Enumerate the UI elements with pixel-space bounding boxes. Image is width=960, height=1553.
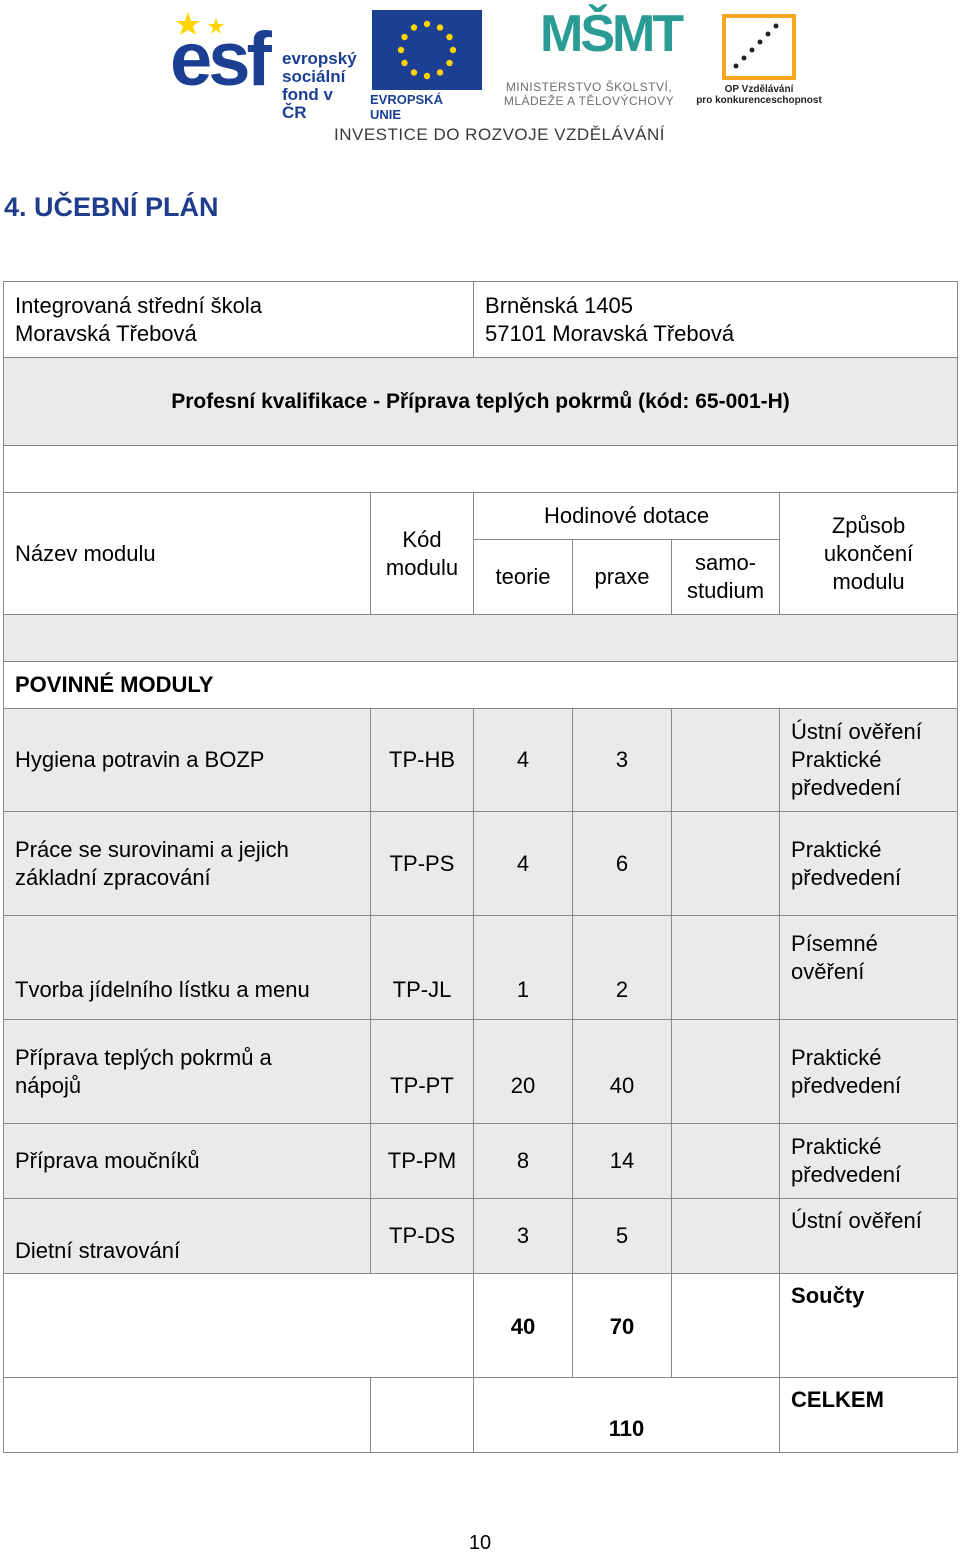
module-completion: Praktické předvedení — [780, 812, 958, 916]
module-name: Příprava moučníků — [4, 1124, 371, 1199]
eu-star-icon — [401, 34, 407, 40]
qualification-title: Profesní kvalifikace - Příprava teplých pokrmů (kód: 65-001-H) — [4, 358, 958, 446]
module-completion: Ústní ověření — [780, 1199, 958, 1274]
op-caption: OP Vzdělávání pro konkurenceschopnost — [696, 84, 822, 106]
header-module-name: Název modulu — [4, 493, 371, 615]
eu-star-icon — [446, 34, 452, 40]
eu-star-icon — [401, 60, 407, 66]
module-name: Práce se surovinami a jejich základní zpracování — [4, 812, 371, 916]
total-row — [4, 1378, 958, 1453]
header-completion: Způsob ukončení modulu — [780, 493, 958, 615]
module-theory: 4 — [474, 812, 573, 916]
esf-caption: evropský sociální fond v ČR — [282, 49, 357, 122]
module-code: TP-PT — [371, 1020, 474, 1124]
header-hours: Hodinové dotace — [474, 493, 780, 540]
module-name: Hygiena potravin a BOZP — [4, 709, 371, 812]
module-practice: 3 — [573, 709, 672, 812]
header-row — [4, 493, 958, 540]
module-code: TP-HB — [371, 709, 474, 812]
sums-row — [4, 1274, 958, 1378]
module-self-study — [672, 1020, 780, 1124]
header-practice: praxe — [573, 540, 672, 615]
module-practice: 2 — [573, 916, 672, 1020]
section-title: POVINNÉ MODULY — [4, 662, 958, 709]
module-code: TP-JL — [371, 916, 474, 1020]
total-value: 110 — [474, 1378, 780, 1453]
module-self-study — [672, 1124, 780, 1199]
eu-flag-icon — [372, 10, 482, 90]
module-self-study — [672, 1199, 780, 1274]
module-code: TP-DS — [371, 1199, 474, 1274]
school-address-line: 57101 Moravská Třebová — [485, 320, 735, 346]
eu-star-icon — [424, 21, 430, 27]
msmt-caption: MINISTERSTVO ŠKOLSTVÍ, MLÁDEŽE A TĚLOVÝCHOVY — [503, 80, 675, 108]
table-row — [4, 916, 958, 1020]
esf-mark: esf — [170, 17, 268, 102]
module-practice: 14 — [573, 1124, 672, 1199]
eu-star-icon — [437, 24, 443, 30]
module-theory: 20 — [474, 1020, 573, 1124]
module-name: Tvorba jídelního lístku a menu — [4, 916, 371, 1020]
eu-star-icon — [411, 24, 417, 30]
module-practice: 40 — [573, 1020, 672, 1124]
qualification-row — [4, 358, 958, 446]
eu-star-icon — [411, 69, 417, 75]
module-self-study — [672, 916, 780, 1020]
header-module-code: Kód modulu — [371, 493, 474, 615]
spacer-row — [4, 615, 958, 662]
school-name-line: Moravská Třebová — [15, 320, 197, 346]
module-completion: Praktické předvedení — [780, 1020, 958, 1124]
table-row — [4, 709, 958, 812]
section-row — [4, 662, 958, 709]
spacer-row — [4, 446, 958, 493]
school-name-cell — [4, 282, 474, 358]
school-name-line: Integrovaná střední škola — [15, 292, 263, 318]
page-title: 4. UČEBNÍ PLÁN — [4, 192, 219, 222]
page-number: 10 — [468, 1532, 492, 1553]
tagline: INVESTICE DO ROZVOJE VZDĚLÁVÁNÍ — [334, 125, 666, 144]
eu-star-icon — [437, 69, 443, 75]
header-theory: teorie — [474, 540, 573, 615]
school-address-cell — [474, 282, 958, 358]
eu-caption: EVROPSKÁ UNIE — [370, 92, 443, 122]
eu-star-icon — [398, 47, 404, 53]
table-row — [4, 1124, 958, 1199]
logo-banner — [0, 0, 960, 160]
module-completion: Praktické předvedení — [780, 1124, 958, 1199]
eu-star-icon — [450, 47, 456, 53]
module-practice: 5 — [573, 1199, 672, 1274]
school-row — [4, 282, 958, 358]
module-theory: 3 — [474, 1199, 573, 1274]
table-row — [4, 812, 958, 916]
module-code: TP-PS — [371, 812, 474, 916]
eu-star-icon — [424, 73, 430, 79]
module-practice: 6 — [573, 812, 672, 916]
total-label: CELKEM — [780, 1378, 958, 1453]
sum-theory: 40 — [474, 1274, 573, 1378]
module-self-study — [672, 812, 780, 916]
table-row — [4, 1020, 958, 1124]
op-square-icon — [722, 14, 796, 80]
module-name: Příprava teplých pokrmů a nápojů — [4, 1020, 371, 1124]
sum-practice: 70 — [573, 1274, 672, 1378]
module-theory: 1 — [474, 916, 573, 1020]
sums-label: Součty — [780, 1274, 958, 1378]
module-name: Dietní stravování — [4, 1199, 371, 1274]
module-self-study — [672, 709, 780, 812]
table-row — [4, 1199, 958, 1274]
curriculum-table — [3, 281, 958, 1453]
header-self-study: samo- studium — [672, 540, 780, 615]
module-theory: 8 — [474, 1124, 573, 1199]
module-completion: Písemné ověření — [780, 916, 958, 1020]
eu-star-icon — [446, 60, 452, 66]
module-theory: 4 — [474, 709, 573, 812]
module-completion: Ústní ověření Praktické předvedení — [780, 709, 958, 812]
module-code: TP-PM — [371, 1124, 474, 1199]
msmt-mark: MŠMT — [540, 5, 682, 63]
school-address-line: Brněnská 1405 — [485, 292, 634, 318]
